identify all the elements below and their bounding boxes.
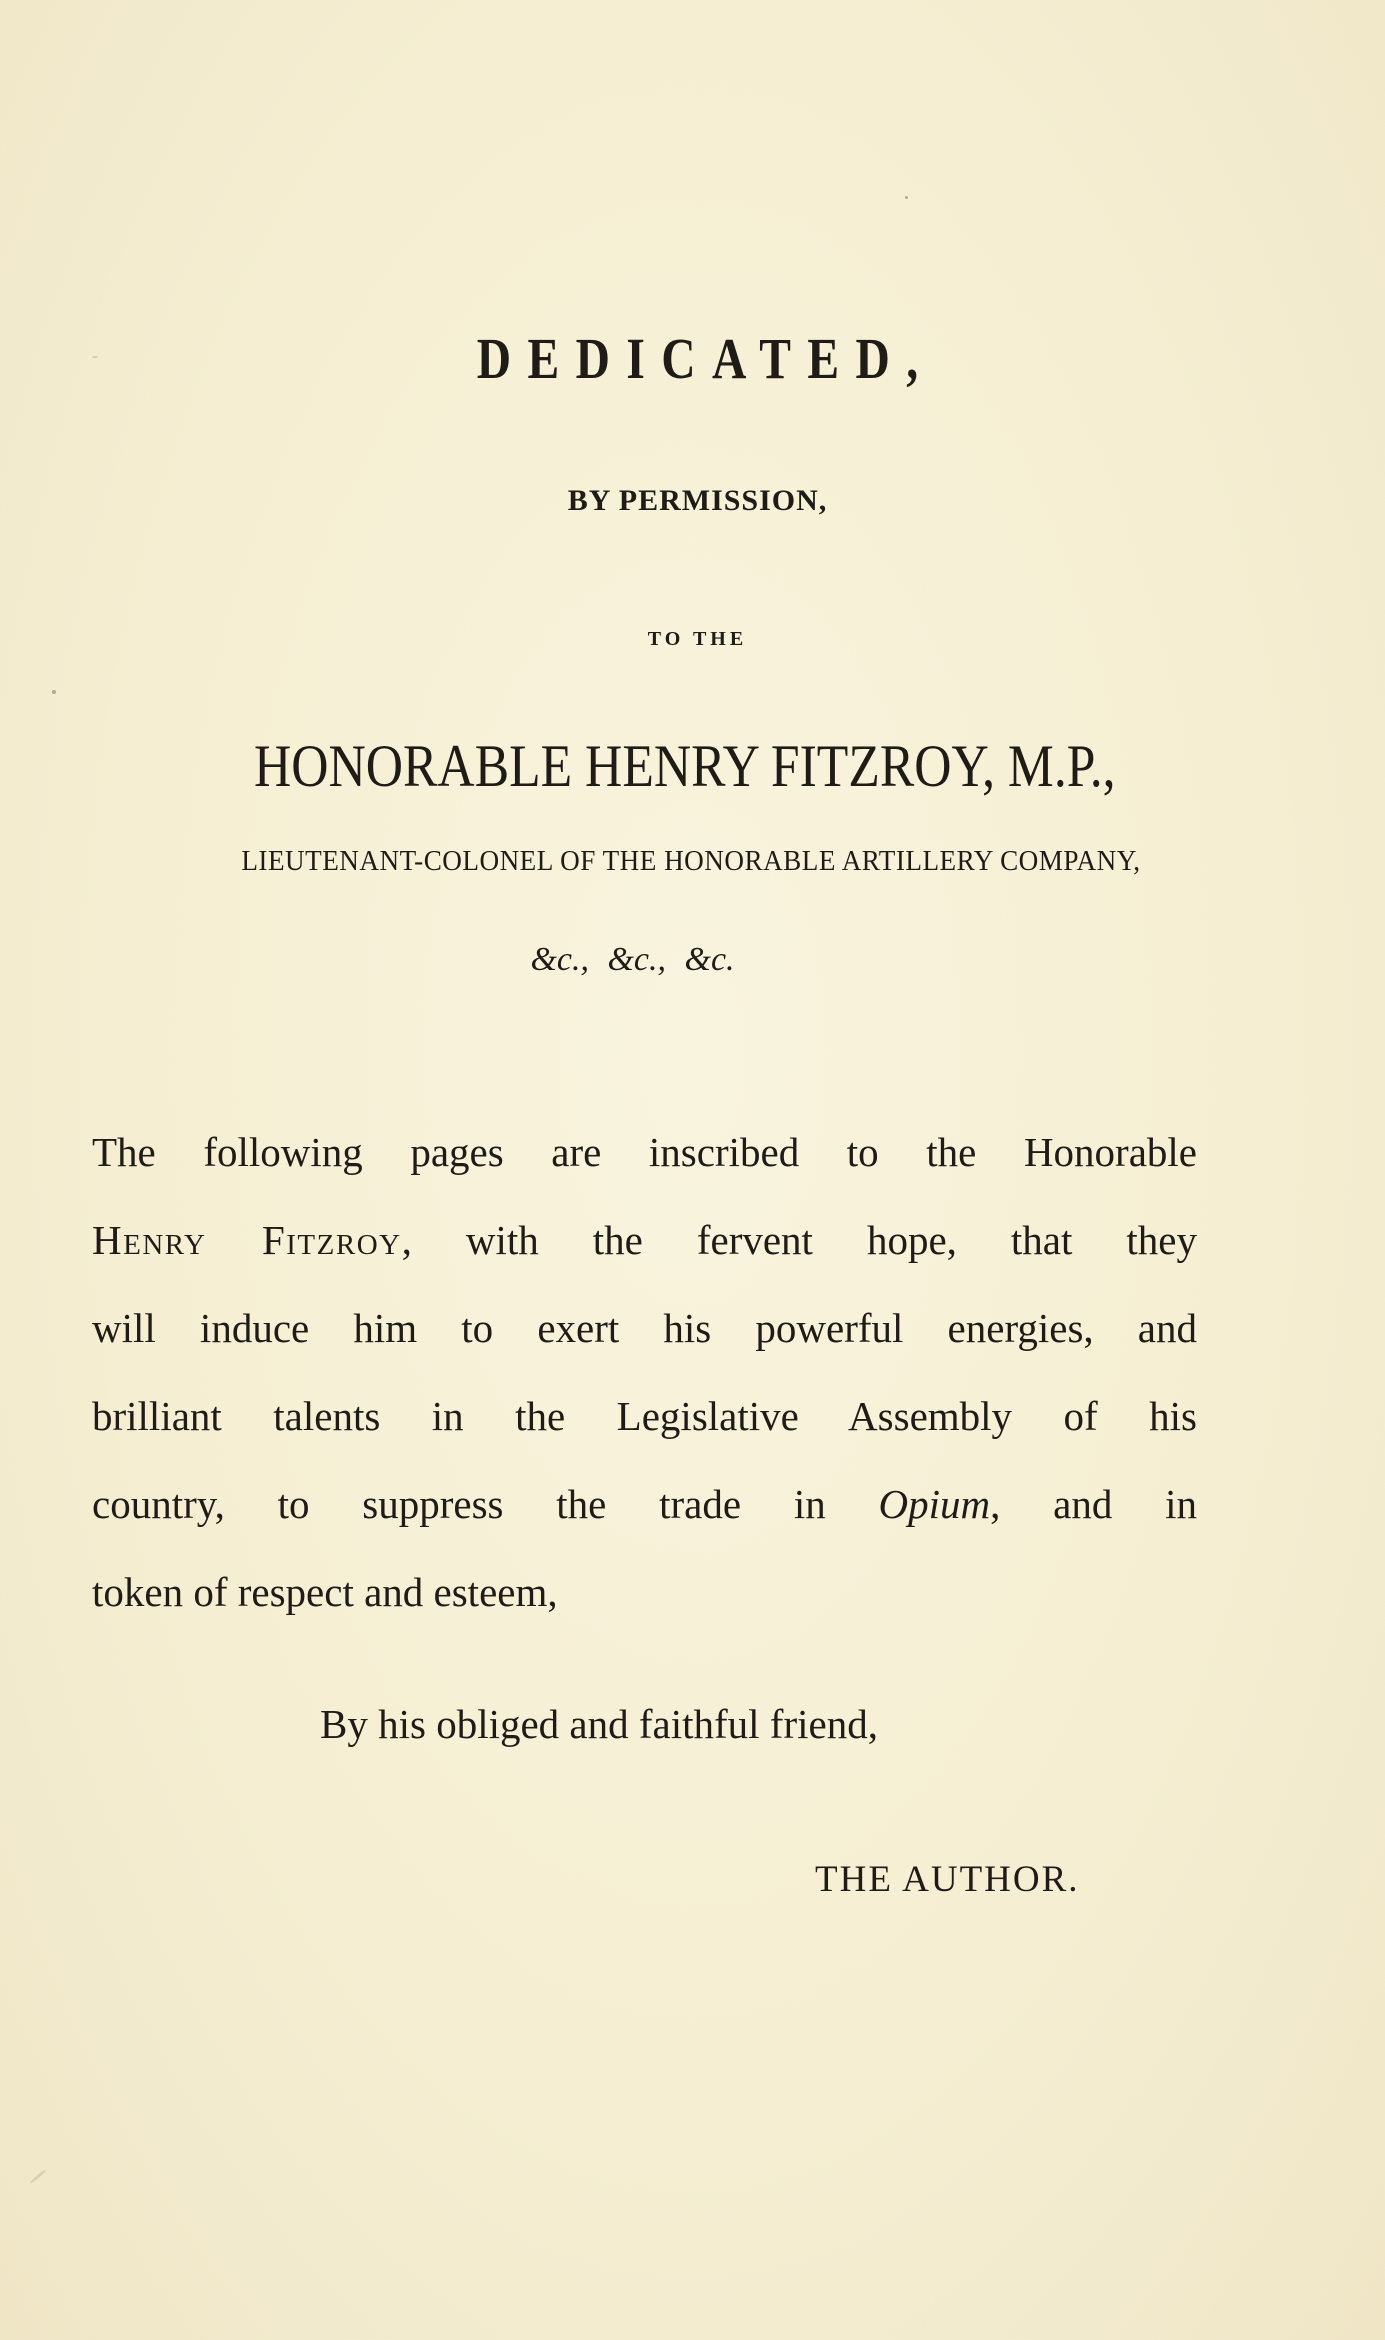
paragraph-line-6: token of respect and esteem,	[92, 1569, 558, 1615]
signoff-line: By his obliged and faithful friend,	[320, 1701, 878, 1747]
author-signature: THE AUTHOR.	[815, 1859, 1080, 1900]
paper-speck	[92, 356, 98, 358]
etcetera-line: &c., &c., &c.	[530, 941, 735, 978]
paragraph-line-4: brilliant talents in the Legislative Assembly of his	[92, 1393, 1197, 1439]
dedication-paragraph	[92, 1108, 1197, 1636]
paper-speck	[29, 2169, 46, 2184]
paragraph-line-5	[92, 1460, 1197, 1548]
paragraph-line-2-rest: , with the fervent hope, that they	[401, 1217, 1198, 1263]
paragraph-line-1: The following pages are inscribed to the Honorable	[92, 1129, 1197, 1175]
paper-speck	[52, 690, 56, 694]
to-the-line: TO THE	[647, 628, 748, 650]
dedication-heading: DEDICATED,	[476, 326, 935, 391]
opium-word: Opium	[878, 1481, 991, 1527]
paragraph-line-5-start: country, to suppress the trade in	[92, 1481, 826, 1527]
dedicatee-name: HONORABLE HENRY FITZROY, M.P.,	[253, 733, 1116, 799]
dedicatee-title: LIEUTENANT-COLONEL OF THE HONORABLE ARTILLERY COMPANY,	[241, 846, 1141, 877]
paper-speck	[905, 196, 908, 199]
paragraph-line-5-end: , and in	[990, 1481, 1198, 1527]
dedicatee-name-inline: Henry Fitzroy	[92, 1217, 402, 1263]
paragraph-line-3: will induce him to exert his powerful energies, and	[92, 1305, 1197, 1351]
paragraph-line-2	[92, 1196, 1197, 1284]
by-permission-line: BY PERMISSION,	[567, 484, 828, 517]
